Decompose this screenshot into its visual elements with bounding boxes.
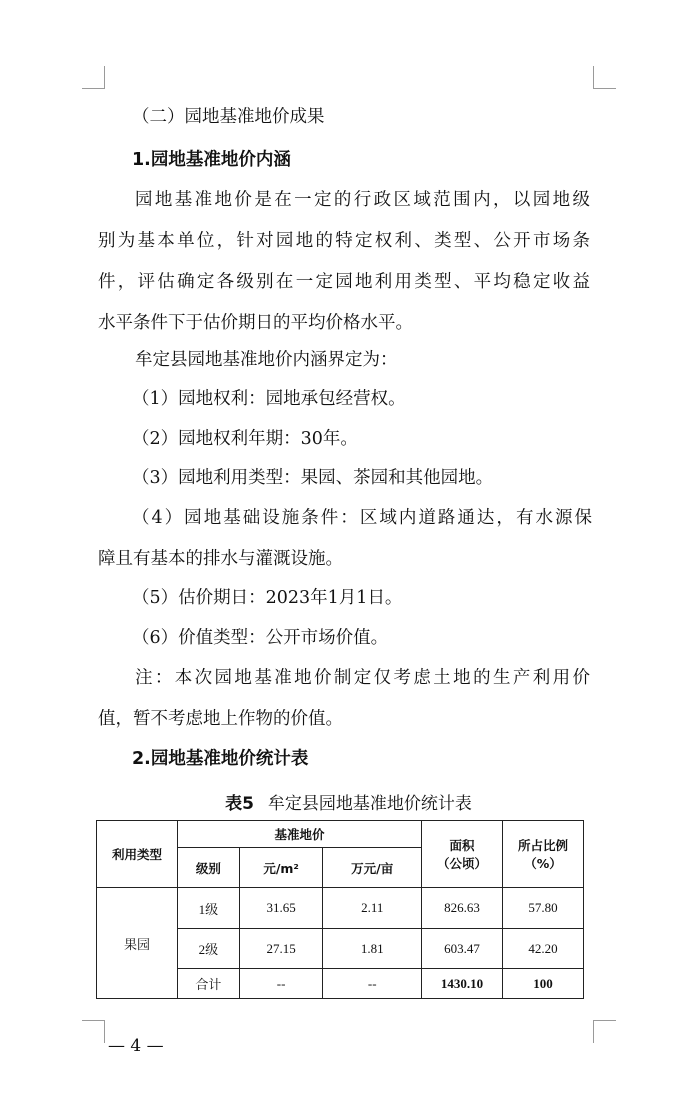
cell-level: 1级 bbox=[178, 888, 240, 929]
paragraph-line: 园地基准地价是在一定的行政区域范围内，以园地级 bbox=[135, 190, 590, 210]
list-item-continued: 障且有基本的排水与灌溉设施。 bbox=[98, 549, 343, 569]
cell-wan: -- bbox=[323, 969, 422, 999]
header-wan: 万元/亩 bbox=[323, 848, 422, 888]
cell-ratio: 42.20 bbox=[503, 929, 584, 969]
header-area-unit: （公顷） bbox=[436, 856, 487, 871]
paragraph-line: 水平条件下于估价期日的平均价格水平。 bbox=[98, 313, 413, 333]
cell-ratio: 100 bbox=[503, 969, 584, 999]
crop-mark-bottom-left bbox=[82, 1020, 105, 1043]
cell-yuan: -- bbox=[239, 969, 323, 999]
note-line: 注：本次园地基准地价制定仅考虑土地的生产利用价 bbox=[135, 668, 590, 688]
header-yuan: 元/m² bbox=[239, 848, 323, 888]
list-item: （3）园地利用类型：果园、茶园和其他园地。 bbox=[132, 468, 494, 488]
crop-mark-top-left bbox=[82, 66, 105, 89]
note-line: 值，暂不考虑地上作物的价值。 bbox=[98, 709, 343, 729]
table-caption bbox=[0, 789, 697, 814]
cell-ratio: 57.80 bbox=[503, 888, 584, 929]
subheading-2: 2.园地基准地价统计表 bbox=[132, 749, 309, 769]
cell-level: 2级 bbox=[178, 929, 240, 969]
header-area-label: 面积 bbox=[449, 838, 475, 853]
list-item: （5）估价期日：2023年1月1日。 bbox=[132, 588, 403, 608]
intro-line: 牟定县园地基准地价内涵界定为： bbox=[135, 350, 398, 370]
cell-area: 1430.10 bbox=[422, 969, 503, 999]
header-level: 级别 bbox=[178, 848, 240, 888]
header-ratio bbox=[503, 821, 584, 888]
header-area bbox=[422, 821, 503, 888]
land-price-table bbox=[96, 820, 584, 999]
crop-mark-top-right bbox=[593, 66, 616, 89]
cell-area: 826.63 bbox=[422, 888, 503, 929]
table-header-row bbox=[97, 821, 584, 848]
cell-yuan: 31.65 bbox=[239, 888, 323, 929]
cell-area: 603.47 bbox=[422, 929, 503, 969]
list-item: （1）园地权利：园地承包经营权。 bbox=[132, 389, 406, 409]
cell-type: 果园 bbox=[97, 888, 178, 999]
header-ratio-unit: （%） bbox=[524, 856, 562, 871]
header-type: 利用类型 bbox=[97, 821, 178, 888]
cell-level: 合计 bbox=[178, 969, 240, 999]
header-ratio-label: 所占比例 bbox=[517, 838, 568, 853]
cell-yuan: 27.15 bbox=[239, 929, 323, 969]
table-number: 表5 bbox=[225, 794, 254, 814]
cell-wan: 1.81 bbox=[323, 929, 422, 969]
list-item: （4）园地基础设施条件：区域内道路通达，有水源保 bbox=[132, 508, 592, 528]
page-number: — 4 — bbox=[108, 1036, 164, 1056]
paragraph-line: 件，评估确定各级别在一定园地利用类型、平均稳定收益 bbox=[98, 272, 590, 292]
table-row bbox=[97, 888, 584, 929]
header-group: 基准地价 bbox=[178, 821, 422, 848]
table-title: 牟定县园地基准地价统计表 bbox=[267, 794, 472, 814]
crop-mark-bottom-right bbox=[593, 1020, 616, 1043]
section-heading: （二）园地基准地价成果 bbox=[132, 107, 325, 127]
list-item: （6）价值类型：公开市场价值。 bbox=[132, 628, 389, 648]
subheading-1: 1.园地基准地价内涵 bbox=[132, 150, 291, 170]
list-item: （2）园地权利年期：30年。 bbox=[132, 429, 358, 449]
cell-wan: 2.11 bbox=[323, 888, 422, 929]
paragraph-line: 别为基本单位，针对园地的特定权利、类型、公开市场条 bbox=[98, 231, 590, 251]
